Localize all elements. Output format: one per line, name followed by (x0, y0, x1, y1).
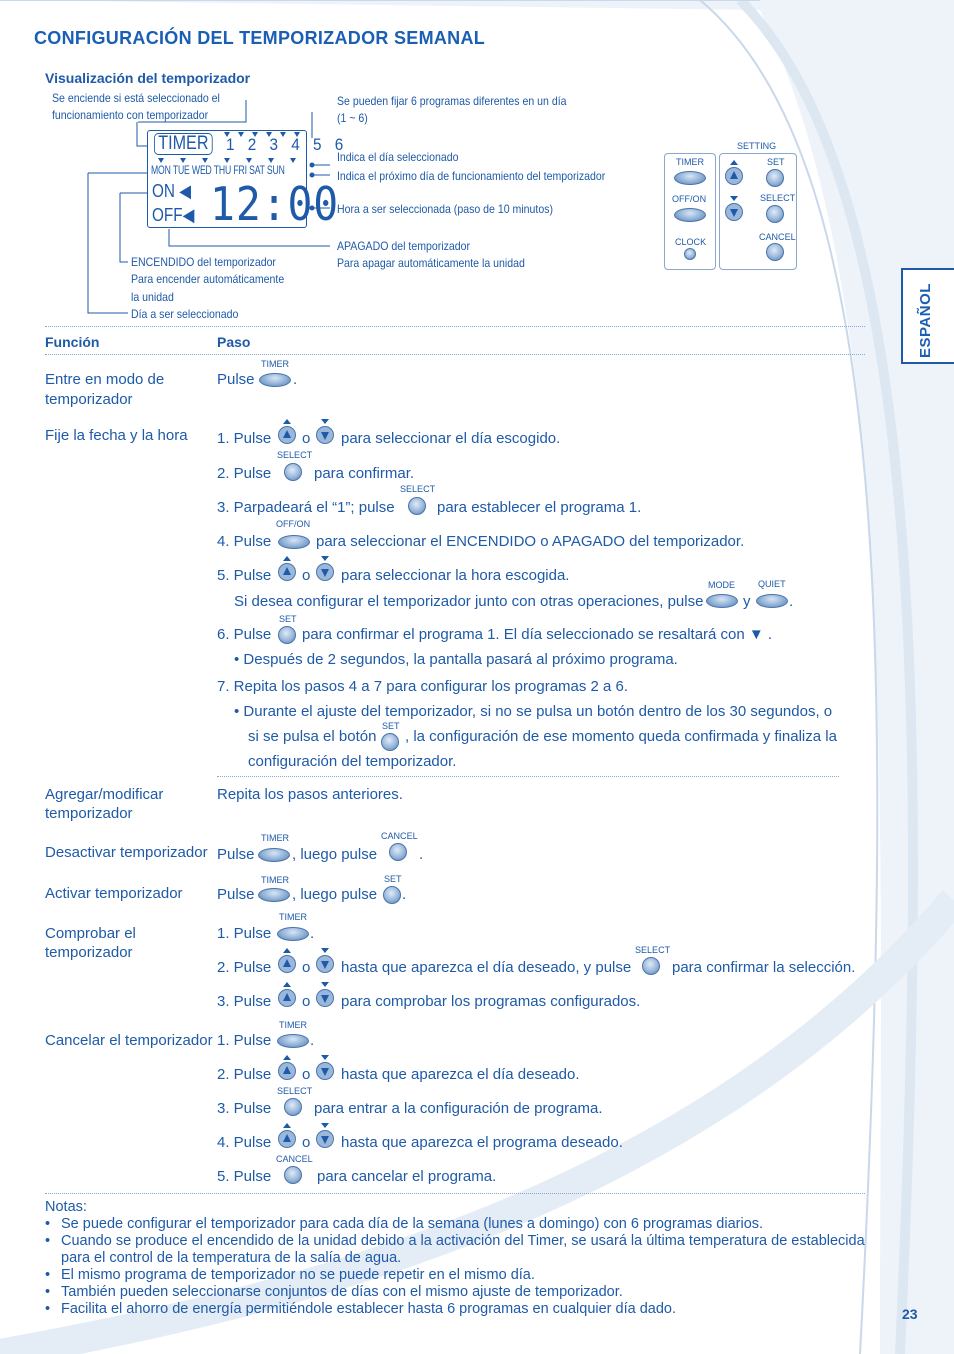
down-arrow-icon (315, 419, 335, 445)
callout-timer-on-2: funcionamiento con temporizador (52, 108, 209, 122)
step-text: configuración del temporizador. (248, 753, 457, 770)
step-text: hasta que aparezca el programa deseado. (341, 1134, 623, 1151)
note-bullet: • (45, 1233, 51, 1249)
remote-cancel-button[interactable] (766, 243, 784, 261)
note-3: El mismo programa de temporizador no se puede repetir en el mismo día. (61, 1267, 535, 1283)
callout-next-day: Indica el próximo día de funcionamiento del temporizador (337, 169, 606, 183)
step-text: 6. Pulse (217, 626, 272, 643)
step-text: Si desea configurar el temporizador junto con otras operaciones, pulse (234, 593, 704, 610)
select-button-icon (642, 957, 660, 975)
quiet-button-icon (756, 594, 788, 608)
step-text: . (419, 846, 424, 863)
step-text: o (302, 959, 311, 976)
btn-label-timer: TIMER (279, 1020, 308, 1031)
remote-timer-label: TIMER (676, 157, 705, 168)
timer-button-icon (277, 927, 309, 941)
lcd-display (147, 130, 348, 231)
step-text: 1. Pulse (217, 925, 272, 942)
step-text: 5. Pulse (217, 567, 272, 584)
step-text: 2. Pulse (217, 465, 272, 482)
notes-heading: Notas: (45, 1199, 87, 1215)
btn-label-set: SET (279, 614, 297, 625)
note-bullet: • (45, 1216, 51, 1232)
step-text: 4. Pulse (217, 533, 272, 550)
btn-label-select: SELECT (277, 450, 313, 461)
note-bullet: • (45, 1301, 51, 1317)
step-text: . (293, 371, 298, 388)
step-text: . (310, 925, 315, 942)
step-text: para comprobar los programas configurados. (341, 993, 641, 1010)
btn-label-mode: MODE (708, 580, 736, 591)
step-text: y (743, 593, 751, 610)
btn-label-timer: TIMER (261, 875, 290, 886)
lcd-timer-label: TIMER (154, 133, 213, 155)
function-enter-timer: Entre en modo de (45, 371, 165, 388)
up-arrow-icon (277, 1123, 297, 1149)
mode-button-icon (706, 594, 738, 608)
step-text: Pulse (217, 371, 255, 388)
down-arrow-icon (315, 948, 335, 974)
divider (217, 776, 839, 777)
step-text: 2. Pulse (217, 1066, 272, 1083)
step-text: , luego pulse (292, 886, 378, 903)
btn-label-quiet: QUIET (758, 579, 786, 590)
btn-label-timer: TIMER (261, 833, 290, 844)
remote-right-panel (719, 153, 797, 270)
function-check-2: temporizador (45, 944, 133, 961)
step-text: Repita los pasos anteriores. (217, 786, 403, 803)
remote-set-label: SET (767, 157, 785, 168)
step-text: o (302, 1066, 311, 1083)
step-text: Pulse (217, 846, 255, 863)
remote-up-button[interactable] (724, 160, 744, 186)
up-arrow-icon (277, 1055, 297, 1081)
callout-time-select: Hora a ser seleccionada (paso de 10 minutos) (337, 202, 554, 216)
note-bullet: • (45, 1267, 51, 1283)
timer-button-icon (277, 1034, 309, 1048)
step-text: o (302, 567, 311, 584)
timer-button-icon (259, 373, 291, 387)
step-text: para establecer el programa 1. (437, 499, 642, 516)
step-text: 1. Pulse (217, 1032, 272, 1049)
remote-set-button[interactable] (766, 169, 784, 187)
lcd-program-numbers: 1 2 3 4 5 6 (226, 135, 348, 154)
callout-off-label: APAGADO del temporizador (337, 239, 471, 253)
page-number: 23 (902, 1306, 918, 1322)
language-label: ESPAÑOL (917, 283, 934, 358)
callout-day-selected: Indica el día seleccionado (337, 150, 459, 164)
remote-down-button[interactable] (724, 196, 744, 222)
divider (45, 354, 865, 355)
lcd-off: OFF◀ (152, 205, 195, 225)
lcd-on: ON ◀ (152, 181, 191, 201)
btn-label-set: SET (384, 874, 402, 885)
down-arrow-icon (315, 1055, 335, 1081)
remote-clock-button[interactable] (684, 248, 696, 260)
step-text: . (789, 593, 794, 610)
remote-select-button[interactable] (766, 205, 784, 223)
btn-label-cancel: CANCEL (276, 1154, 313, 1165)
step-text: 5. Pulse (217, 1168, 272, 1185)
note-1: Se puede configurar el temporizador para cada día de la semana (lunes a domingo) con 6 programas diarios. (61, 1216, 764, 1232)
step-text: o (302, 1134, 311, 1151)
step-text: 3. Pulse (217, 1100, 272, 1117)
callout-six-programs-2: (1 ~ 6) (337, 111, 368, 125)
step-text: . (310, 1032, 315, 1049)
function-add-modify-2: temporizador (45, 805, 133, 822)
down-arrow-icon (315, 1123, 335, 1149)
up-arrow-icon (277, 982, 297, 1008)
btn-label-cancel: CANCEL (381, 831, 418, 842)
note-4: También pueden seleccionarse conjuntos de días con el mismo ajuste de temporizador. (61, 1284, 623, 1300)
remote-timer-button[interactable] (674, 171, 706, 185)
step-text: para seleccionar el ENCENDIDO o APAGADO del temporizador. (316, 533, 745, 550)
step-text: o (302, 993, 311, 1010)
btn-label-offon: OFF/ON (276, 519, 311, 530)
remote-offon-label: OFF/ON (672, 194, 707, 205)
divider (45, 326, 865, 327)
step-text: 3. Parpadeará el “1”; pulse (217, 499, 395, 516)
note-2-cont: para el control de la temperatura de la salía de agua. (61, 1250, 402, 1266)
function-deactivate: Desactivar temporizador (45, 844, 208, 861)
column-function: Función (45, 334, 100, 350)
down-arrow-icon (315, 556, 335, 582)
callout-timer-on: Se enciende si está seleccionado el (52, 91, 220, 105)
step-text: hasta que aparezca el día deseado. (341, 1066, 580, 1083)
callout-on-desc-2: la unidad (131, 290, 174, 304)
function-check: Comprobar el (45, 925, 136, 942)
step-text: • Durante el ajuste del temporizador, si no se pulsa un botón dentro de los 30 segundos, o (234, 703, 833, 720)
remote-cancel-label: CANCEL (759, 232, 796, 243)
remote-select-label: SELECT (760, 193, 796, 204)
step-text: Pulse (217, 886, 255, 903)
step-text: para seleccionar el día escogido. (341, 430, 561, 447)
function-add-modify: Agregar/modificar (45, 786, 164, 803)
btn-label-select: SELECT (400, 484, 436, 495)
step-text: • Después de 2 segundos, la pantalla pasará al próximo programa. (234, 651, 678, 668)
callout-on-desc: Para encender automáticamente (131, 272, 285, 286)
step-text: para cancelar el programa. (317, 1168, 497, 1185)
step-text: . (402, 886, 407, 903)
divider (45, 1193, 865, 1194)
up-arrow-icon (277, 556, 297, 582)
page-title: CONFIGURACIÓN DEL TEMPORIZADOR SEMANAL (34, 28, 486, 48)
step-text: o (302, 430, 311, 447)
select-button-icon (408, 497, 426, 515)
step-text: , la configuración de ese momento queda confirmada y finaliza la (405, 728, 837, 745)
btn-label-select: SELECT (635, 945, 671, 956)
btn-label-timer: TIMER (279, 912, 308, 923)
select-button-icon (284, 463, 302, 481)
timer-button-icon (258, 888, 290, 902)
step-text: , luego pulse (292, 846, 378, 863)
set-button-icon (381, 733, 399, 751)
cancel-button-icon (389, 843, 407, 861)
step-text: si se pulsa el botón (248, 728, 377, 745)
remote-setting-label: SETTING (737, 141, 777, 152)
remote-offon-button[interactable] (674, 208, 706, 222)
step-text: 1. Pulse (217, 430, 272, 447)
offon-button-icon (278, 535, 310, 549)
set-button-icon (278, 626, 296, 644)
callout-off-desc: Para apagar automáticamente la unidad (337, 256, 525, 270)
lcd-days: MON TUE WED THU FRI SAT SUN (151, 163, 285, 177)
lcd-clock: 12:00 (210, 177, 340, 231)
btn-label-set: SET (382, 721, 400, 732)
select-button-icon (284, 1098, 302, 1116)
function-cancel: Cancelar el temporizador (45, 1032, 213, 1049)
remote-left-panel (664, 153, 716, 270)
callout-six-programs: Se pueden fijar 6 programas diferentes en un día (337, 94, 567, 108)
step-text: 3. Pulse (217, 993, 272, 1010)
display-heading: Visualización del temporizador (45, 70, 251, 86)
callout-day-to-select: Día a ser seleccionado (131, 307, 239, 321)
step-text: 4. Pulse (217, 1134, 272, 1151)
function-set-date-time: Fije la fecha y la hora (45, 427, 188, 444)
callout-on-label: ENCENDIDO del temporizador (131, 255, 276, 269)
up-arrow-icon (277, 948, 297, 974)
set-button-icon (383, 886, 401, 904)
remote-clock-label: CLOCK (675, 237, 707, 248)
step-text: 7. Repita los pasos 4 a 7 para configurar los programas 2 a 6. (217, 678, 629, 695)
step-text: para confirmar. (314, 465, 415, 482)
note-2: Cuando se produce el encendido de la unidad debido a la activación del Timer, se usará la última temperatura de establecida (61, 1233, 865, 1249)
step-text: para seleccionar la hora escogida. (341, 567, 570, 584)
step-text: para confirmar la selección. (672, 959, 856, 976)
cancel-button-icon (284, 1166, 302, 1184)
btn-label-timer: TIMER (261, 359, 290, 370)
step-text: 2. Pulse (217, 959, 272, 976)
step-text: para confirmar el programa 1. El día seleccionado se resaltará con ▼ . (302, 626, 773, 643)
function-activate: Activar temporizador (45, 885, 183, 902)
note-bullet: • (45, 1284, 51, 1300)
column-step: Paso (217, 334, 251, 350)
step-text: hasta que aparezca el día deseado, y pulse (341, 959, 632, 976)
timer-button-icon (258, 848, 290, 862)
step-text: para entrar a la configuración de programa. (314, 1100, 603, 1117)
note-5: Facilita el ahorro de energía permitiéndole establecer hasta 6 programas en cualquier día dado. (61, 1301, 677, 1317)
function-enter-timer-2: temporizador (45, 391, 133, 408)
down-arrow-icon (315, 982, 335, 1008)
up-arrow-icon (277, 419, 297, 445)
btn-label-select: SELECT (277, 1086, 313, 1097)
